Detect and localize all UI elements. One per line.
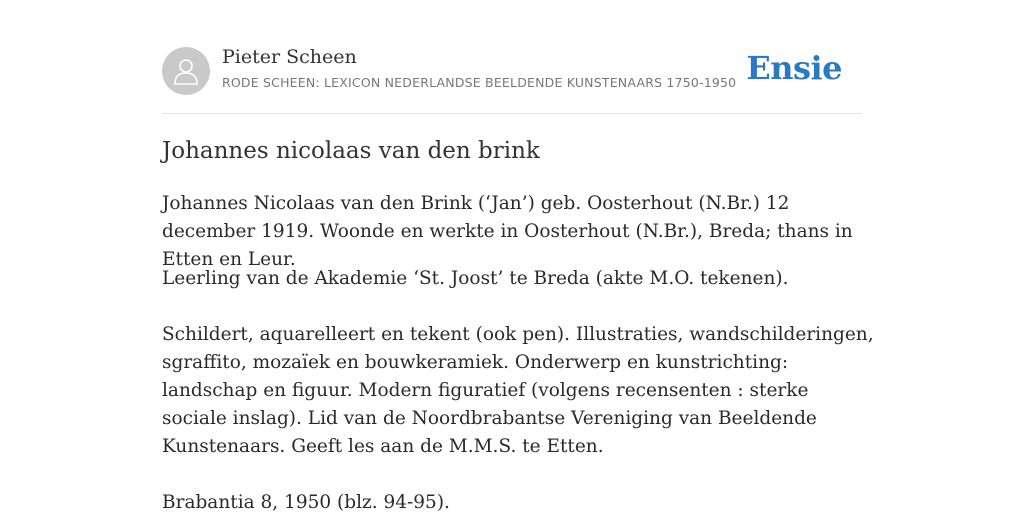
source-title[interactable]: RODE SCHEEN: LEXICON NEDERLANDSE BEELDENDE KUNSTENAARS 1750-1950 <box>222 75 737 90</box>
paragraph-work: Schildert, aquarelleert en tekent (ook pen). Illustraties, wandschilderingen, sgraffito, mozaïek en bouwkeramiek. Onderwerp en kunstrichting: landschap en figuur. Modern figuratief (volgens recensenten : sterke sociale inslag). Lid van de Noordbrabantse Vereniging van Beeldende Kunstenaars. Geeft les aan de M.M.S. te Etten. <box>162 324 874 457</box>
divider <box>162 113 862 114</box>
author-name[interactable]: Pieter Scheen <box>222 46 357 68</box>
paragraph-reference: Brabantia 8, 1950 (blz. 94-95). <box>162 492 450 513</box>
user-icon <box>174 57 198 85</box>
ensie-logo[interactable]: Ensie <box>746 49 842 87</box>
paragraph-birth: Johannes Nicolaas van den Brink (‘Jan’) geb. Oosterhout (N.Br.) 12 december 1919. Woonde en werkte in Oosterhout (N.Br.), Breda; thans in Etten en Leur. <box>162 193 853 270</box>
page-title: Johannes nicolaas van den brink <box>162 138 540 164</box>
paragraph-education: Leerling van de Akademie ‘St. Joost’ te Breda (akte M.O. tekenen). <box>162 268 789 289</box>
avatar[interactable] <box>162 47 210 95</box>
article-header <box>162 44 862 114</box>
